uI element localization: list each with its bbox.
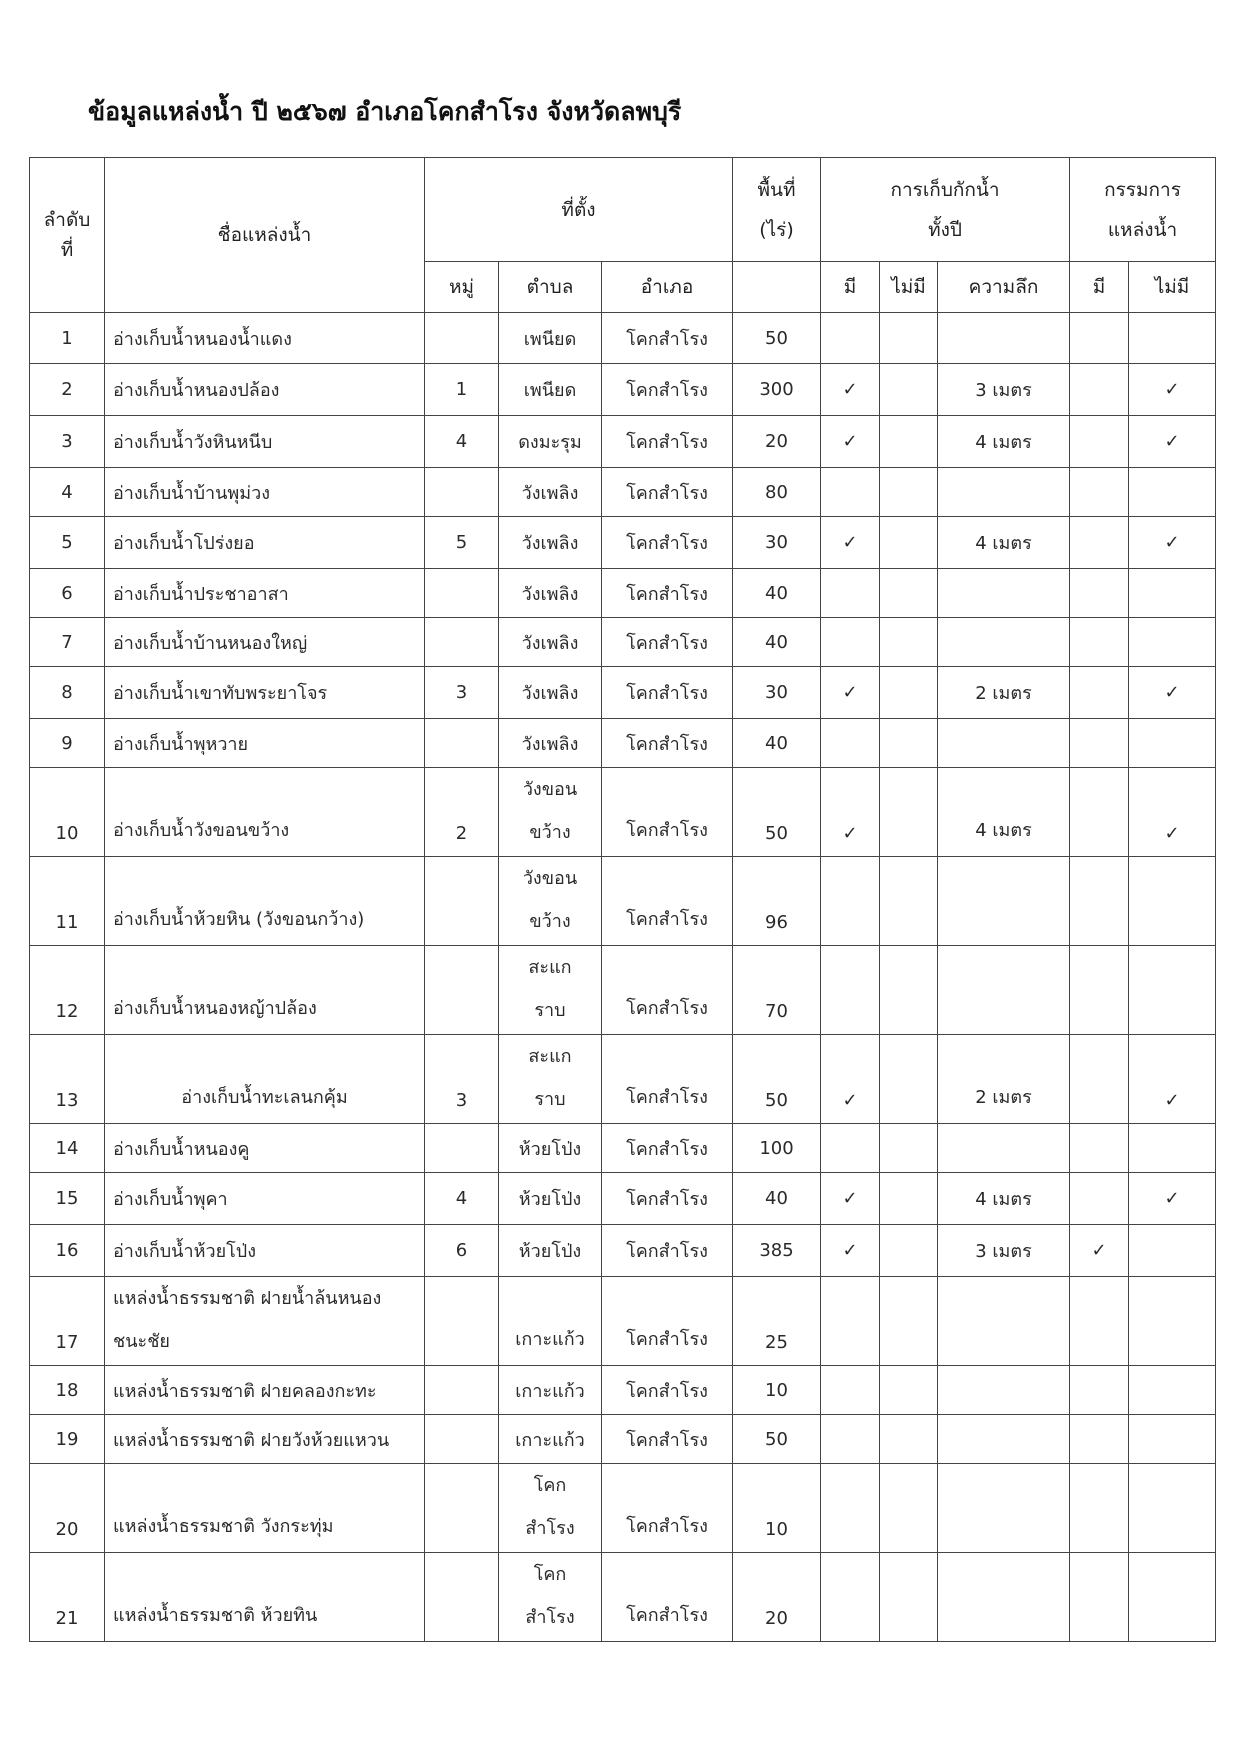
- cell-no: 11: [30, 857, 105, 946]
- cell-name: อ่างเก็บน้ำบ้านพุม่วง: [105, 468, 425, 517]
- cell-committee-has: [1070, 364, 1129, 416]
- table-row: [30, 667, 1216, 719]
- header-depth: ความลึก: [938, 262, 1070, 313]
- table-row: [30, 946, 1216, 1035]
- table-row: [30, 1553, 1216, 1642]
- check-icon: ✓: [821, 517, 880, 569]
- cell-no: 7: [30, 618, 105, 667]
- cell-depth: [938, 468, 1070, 517]
- cell-name: อ่างเก็บน้ำบ้านหนองใหญ่: [105, 618, 425, 667]
- cell-amphoe: โคกสำโรง: [602, 313, 733, 364]
- cell-name: อ่างเก็บน้ำห้วยหิน (วังขอนกว้าง): [105, 857, 425, 946]
- cell-amphoe: โคกสำโรง: [602, 618, 733, 667]
- cell-moo: [425, 1366, 499, 1415]
- cell-depth: 3 เมตร: [938, 364, 1070, 416]
- cell-storage-has-not: [880, 719, 938, 768]
- cell-tambon: เพนียด: [499, 313, 602, 364]
- cell-depth: [938, 1277, 1070, 1366]
- cell-storage-has-not: [880, 1464, 938, 1553]
- cell-area: 10: [733, 1366, 821, 1415]
- cell-storage-has: [821, 468, 880, 517]
- table-row: [30, 618, 1216, 667]
- cell-area: 40: [733, 569, 821, 618]
- cell-committee-has: [1070, 1173, 1129, 1225]
- cell-storage-has-not: [880, 364, 938, 416]
- cell-no: 15: [30, 1173, 105, 1225]
- cell-depth: [938, 313, 1070, 364]
- header-no: ลำดับ ที่: [30, 158, 105, 313]
- cell-no: 8: [30, 667, 105, 719]
- cell-no: 16: [30, 1225, 105, 1277]
- cell-amphoe: โคกสำโรง: [602, 468, 733, 517]
- cell-name: แหล่งน้ำธรรมชาติ ฝายวังห้วยแหวน: [105, 1415, 425, 1464]
- table-row: [30, 416, 1216, 468]
- cell-depth: 4 เมตร: [938, 768, 1070, 857]
- cell-tambon: โคก สำโรง: [499, 1464, 602, 1553]
- cell-tambon: เกาะแก้ว: [499, 1277, 602, 1366]
- cell-tambon: สะแก ราบ: [499, 946, 602, 1035]
- cell-moo: [425, 1124, 499, 1173]
- cell-committee-has-not: [1129, 1225, 1216, 1277]
- cell-storage-has: [821, 569, 880, 618]
- cell-depth: [938, 1366, 1070, 1415]
- cell-area: 20: [733, 416, 821, 468]
- cell-amphoe: โคกสำโรง: [602, 1366, 733, 1415]
- check-icon: ✓: [1129, 364, 1216, 416]
- cell-area: 40: [733, 1173, 821, 1225]
- table-row: [30, 1173, 1216, 1225]
- cell-amphoe: โคกสำโรง: [602, 719, 733, 768]
- cell-depth: [938, 1415, 1070, 1464]
- cell-name: อ่างเก็บน้ำหนองหญ้าปล้อง: [105, 946, 425, 1035]
- cell-tambon: เกาะแก้ว: [499, 1366, 602, 1415]
- cell-name: อ่างเก็บน้ำวังหินหนีบ: [105, 416, 425, 468]
- cell-no: 12: [30, 946, 105, 1035]
- cell-moo: 2: [425, 768, 499, 857]
- header-has-not: ไม่มี: [880, 262, 938, 313]
- cell-name: อ่างเก็บน้ำพุหวาย: [105, 719, 425, 768]
- header-moo: หมู่: [425, 262, 499, 313]
- table-row: [30, 1464, 1216, 1553]
- cell-tambon: สะแก ราบ: [499, 1035, 602, 1124]
- header-name: ชื่อแหล่งน้ำ: [105, 158, 425, 313]
- cell-committee-has: [1070, 1464, 1129, 1553]
- header-has: มี: [821, 262, 880, 313]
- cell-committee-has: [1070, 468, 1129, 517]
- cell-committee-has-not: [1129, 1415, 1216, 1464]
- cell-amphoe: โคกสำโรง: [602, 1124, 733, 1173]
- cell-amphoe: โคกสำโรง: [602, 667, 733, 719]
- cell-no: 13: [30, 1035, 105, 1124]
- cell-committee-has: [1070, 618, 1129, 667]
- cell-amphoe: โคกสำโรง: [602, 1173, 733, 1225]
- cell-storage-has-not: [880, 517, 938, 569]
- check-icon: ✓: [1129, 768, 1216, 857]
- cell-tambon: วังขอน ขว้าง: [499, 768, 602, 857]
- cell-moo: [425, 313, 499, 364]
- cell-storage-has-not: [880, 667, 938, 719]
- cell-name: อ่างเก็บน้ำเขาทับพระยาโจร: [105, 667, 425, 719]
- cell-area: 300: [733, 364, 821, 416]
- page-title: ข้อมูลแหล่งน้ำ ปี ๒๕๖๗ อำเภอโคกสำโรง จังหวัดลพบุรี: [88, 97, 682, 126]
- check-icon: ✓: [1070, 1225, 1129, 1277]
- cell-amphoe: โคกสำโรง: [602, 517, 733, 569]
- cell-area: 385: [733, 1225, 821, 1277]
- header-location: ที่ตั้ง: [425, 158, 733, 262]
- cell-committee-has: [1070, 313, 1129, 364]
- cell-moo: [425, 857, 499, 946]
- cell-area: 25: [733, 1277, 821, 1366]
- cell-name: แหล่งน้ำธรรมชาติ ฝายน้ำล้นหนอง ชนะชัย: [105, 1277, 425, 1366]
- cell-area: 40: [733, 618, 821, 667]
- cell-name: อ่างเก็บน้ำโปร่งยอ: [105, 517, 425, 569]
- cell-storage-has-not: [880, 1553, 938, 1642]
- cell-tambon: โคก สำโรง: [499, 1553, 602, 1642]
- header-area-blank: [733, 262, 821, 313]
- cell-committee-has-not: [1129, 719, 1216, 768]
- cell-moo: [425, 1277, 499, 1366]
- cell-storage-has: [821, 946, 880, 1035]
- cell-storage-has: [821, 618, 880, 667]
- cell-committee-has: [1070, 768, 1129, 857]
- header-storage: การเก็บกักน้ำ ทั้งปี: [821, 158, 1070, 262]
- cell-no: 2: [30, 364, 105, 416]
- cell-storage-has-not: [880, 857, 938, 946]
- table-row: [30, 857, 1216, 946]
- cell-depth: [938, 719, 1070, 768]
- cell-storage-has: [821, 857, 880, 946]
- check-icon: ✓: [1129, 1173, 1216, 1225]
- cell-area: 30: [733, 517, 821, 569]
- cell-committee-has-not: [1129, 1277, 1216, 1366]
- table-row: [30, 719, 1216, 768]
- cell-no: 5: [30, 517, 105, 569]
- cell-tambon: เกาะแก้ว: [499, 1415, 602, 1464]
- cell-committee-has: [1070, 1277, 1129, 1366]
- cell-tambon: วังเพลิง: [499, 618, 602, 667]
- cell-depth: 2 เมตร: [938, 667, 1070, 719]
- cell-tambon: วังเพลิง: [499, 517, 602, 569]
- check-icon: ✓: [1129, 416, 1216, 468]
- cell-storage-has: [821, 313, 880, 364]
- cell-tambon: วังเพลิง: [499, 569, 602, 618]
- cell-storage-has-not: [880, 618, 938, 667]
- cell-committee-has: [1070, 569, 1129, 618]
- check-icon: ✓: [821, 1225, 880, 1277]
- cell-no: 18: [30, 1366, 105, 1415]
- cell-depth: [938, 1553, 1070, 1642]
- cell-name: อ่างเก็บน้ำห้วยโป่ง: [105, 1225, 425, 1277]
- cell-no: 14: [30, 1124, 105, 1173]
- check-icon: ✓: [821, 1173, 880, 1225]
- cell-committee-has: [1070, 1035, 1129, 1124]
- cell-tambon: เพนียด: [499, 364, 602, 416]
- cell-no: 17: [30, 1277, 105, 1366]
- cell-depth: 3 เมตร: [938, 1225, 1070, 1277]
- table-row: [30, 1415, 1216, 1464]
- cell-storage-has: [821, 1553, 880, 1642]
- cell-depth: [938, 857, 1070, 946]
- cell-tambon: ดงมะรุม: [499, 416, 602, 468]
- cell-tambon: วังเพลิง: [499, 667, 602, 719]
- cell-amphoe: โคกสำโรง: [602, 569, 733, 618]
- cell-amphoe: โคกสำโรง: [602, 1464, 733, 1553]
- cell-name: อ่างเก็บน้ำหนองน้ำแดง: [105, 313, 425, 364]
- cell-committee-has: [1070, 1553, 1129, 1642]
- cell-storage-has-not: [880, 1124, 938, 1173]
- cell-committee-has-not: [1129, 468, 1216, 517]
- cell-moo: [425, 618, 499, 667]
- cell-no: 9: [30, 719, 105, 768]
- cell-amphoe: โคกสำโรง: [602, 768, 733, 857]
- cell-no: 20: [30, 1464, 105, 1553]
- cell-committee-has-not: [1129, 857, 1216, 946]
- cell-area: 100: [733, 1124, 821, 1173]
- cell-area: 40: [733, 719, 821, 768]
- cell-tambon: วังเพลิง: [499, 468, 602, 517]
- cell-storage-has-not: [880, 1225, 938, 1277]
- cell-committee-has-not: [1129, 313, 1216, 364]
- cell-depth: [938, 946, 1070, 1035]
- cell-moo: 5: [425, 517, 499, 569]
- check-icon: ✓: [1129, 1035, 1216, 1124]
- cell-amphoe: โคกสำโรง: [602, 946, 733, 1035]
- cell-depth: 4 เมตร: [938, 416, 1070, 468]
- table-row: [30, 1035, 1216, 1124]
- cell-amphoe: โคกสำโรง: [602, 1277, 733, 1366]
- cell-storage-has: [821, 1124, 880, 1173]
- cell-moo: [425, 719, 499, 768]
- cell-moo: [425, 569, 499, 618]
- cell-storage-has-not: [880, 313, 938, 364]
- water-sources-table: [29, 157, 1216, 1642]
- cell-amphoe: โคกสำโรง: [602, 857, 733, 946]
- cell-storage-has: [821, 1277, 880, 1366]
- cell-no: 10: [30, 768, 105, 857]
- cell-storage-has: [821, 719, 880, 768]
- cell-depth: [938, 1464, 1070, 1553]
- table-row: [30, 1124, 1216, 1173]
- table-row: [30, 313, 1216, 364]
- cell-moo: [425, 1464, 499, 1553]
- cell-storage-has-not: [880, 1173, 938, 1225]
- check-icon: ✓: [1129, 667, 1216, 719]
- cell-storage-has-not: [880, 1415, 938, 1464]
- table-row: [30, 1277, 1216, 1366]
- cell-committee-has: [1070, 719, 1129, 768]
- table-row: [30, 468, 1216, 517]
- cell-moo: [425, 468, 499, 517]
- table-row: [30, 1225, 1216, 1277]
- cell-tambon: ห้วยโป่ง: [499, 1173, 602, 1225]
- cell-storage-has-not: [880, 768, 938, 857]
- cell-committee-has: [1070, 946, 1129, 1035]
- cell-storage-has-not: [880, 1366, 938, 1415]
- cell-name: อ่างเก็บน้ำประชาอาสา: [105, 569, 425, 618]
- table-row: [30, 1366, 1216, 1415]
- cell-area: 96: [733, 857, 821, 946]
- table-body: [30, 313, 1216, 1642]
- cell-storage-has-not: [880, 569, 938, 618]
- table-row: [30, 517, 1216, 569]
- cell-committee-has: [1070, 667, 1129, 719]
- cell-name: แหล่งน้ำธรรมชาติ ห้วยทิน: [105, 1553, 425, 1642]
- cell-area: 80: [733, 468, 821, 517]
- header-committee: กรรมการ แหล่งน้ำ: [1070, 158, 1216, 262]
- cell-name: แหล่งน้ำธรรมชาติ ฝายคลองกะทะ: [105, 1366, 425, 1415]
- cell-no: 6: [30, 569, 105, 618]
- cell-storage-has-not: [880, 416, 938, 468]
- check-icon: ✓: [821, 1035, 880, 1124]
- cell-name: อ่างเก็บน้ำพุคา: [105, 1173, 425, 1225]
- cell-area: 50: [733, 1415, 821, 1464]
- check-icon: ✓: [1129, 517, 1216, 569]
- cell-moo: [425, 1553, 499, 1642]
- cell-depth: [938, 1124, 1070, 1173]
- cell-name: อ่างเก็บน้ำหนองคู: [105, 1124, 425, 1173]
- cell-storage-has: [821, 1366, 880, 1415]
- cell-depth: [938, 618, 1070, 667]
- check-icon: ✓: [821, 667, 880, 719]
- cell-storage-has-not: [880, 1277, 938, 1366]
- cell-committee-has-not: [1129, 1124, 1216, 1173]
- cell-amphoe: โคกสำโรง: [602, 1035, 733, 1124]
- cell-committee-has: [1070, 1366, 1129, 1415]
- cell-moo: 4: [425, 416, 499, 468]
- cell-committee-has-not: [1129, 618, 1216, 667]
- cell-moo: 3: [425, 667, 499, 719]
- cell-committee-has-not: [1129, 1366, 1216, 1415]
- cell-tambon: วังเพลิง: [499, 719, 602, 768]
- table-row: [30, 569, 1216, 618]
- cell-amphoe: โคกสำโรง: [602, 416, 733, 468]
- cell-name: อ่างเก็บน้ำหนองปล้อง: [105, 364, 425, 416]
- cell-depth: 2 เมตร: [938, 1035, 1070, 1124]
- cell-name: แหล่งน้ำธรรมชาติ วังกระทุ่ม: [105, 1464, 425, 1553]
- cell-tambon: วังขอน ขว้าง: [499, 857, 602, 946]
- cell-area: 30: [733, 667, 821, 719]
- cell-committee-has-not: [1129, 1553, 1216, 1642]
- cell-moo: [425, 1415, 499, 1464]
- cell-amphoe: โคกสำโรง: [602, 1415, 733, 1464]
- cell-committee-has-not: [1129, 946, 1216, 1035]
- cell-storage-has-not: [880, 946, 938, 1035]
- cell-area: 50: [733, 313, 821, 364]
- cell-no: 3: [30, 416, 105, 468]
- cell-storage-has-not: [880, 468, 938, 517]
- cell-no: 4: [30, 468, 105, 517]
- header-committee-has: มี: [1070, 262, 1129, 313]
- cell-moo: 3: [425, 1035, 499, 1124]
- cell-no: 1: [30, 313, 105, 364]
- cell-no: 21: [30, 1553, 105, 1642]
- cell-no: 19: [30, 1415, 105, 1464]
- cell-committee-has-not: [1129, 569, 1216, 618]
- table-header: [30, 158, 1216, 313]
- cell-moo: 6: [425, 1225, 499, 1277]
- check-icon: ✓: [821, 364, 880, 416]
- cell-name: อ่างเก็บน้ำวังขอนขว้าง: [105, 768, 425, 857]
- cell-storage-has-not: [880, 1035, 938, 1124]
- table-row: [30, 364, 1216, 416]
- cell-committee-has: [1070, 1124, 1129, 1173]
- cell-storage-has: [821, 1415, 880, 1464]
- cell-depth: [938, 569, 1070, 618]
- cell-area: 20: [733, 1553, 821, 1642]
- check-icon: ✓: [821, 416, 880, 468]
- cell-moo: 1: [425, 364, 499, 416]
- cell-tambon: ห้วยโป่ง: [499, 1225, 602, 1277]
- cell-committee-has: [1070, 416, 1129, 468]
- cell-name: อ่างเก็บน้ำทะเลนกคุ้ม: [105, 1035, 425, 1124]
- cell-depth: 4 เมตร: [938, 1173, 1070, 1225]
- cell-committee-has: [1070, 1415, 1129, 1464]
- cell-amphoe: โคกสำโรง: [602, 1225, 733, 1277]
- table-row: [30, 768, 1216, 857]
- header-area: พื้นที่ (ไร่): [733, 158, 821, 262]
- cell-moo: [425, 946, 499, 1035]
- check-icon: ✓: [821, 768, 880, 857]
- cell-tambon: ห้วยโป่ง: [499, 1124, 602, 1173]
- cell-area: 10: [733, 1464, 821, 1553]
- cell-moo: 4: [425, 1173, 499, 1225]
- cell-area: 50: [733, 1035, 821, 1124]
- header-committee-has-not: ไม่มี: [1129, 262, 1216, 313]
- cell-depth: 4 เมตร: [938, 517, 1070, 569]
- cell-storage-has: [821, 1464, 880, 1553]
- cell-committee-has: [1070, 857, 1129, 946]
- header-tambon: ตำบล: [499, 262, 602, 313]
- cell-area: 50: [733, 768, 821, 857]
- cell-committee-has-not: [1129, 1464, 1216, 1553]
- cell-amphoe: โคกสำโรง: [602, 1553, 733, 1642]
- header-amphoe: อำเภอ: [602, 262, 733, 313]
- cell-amphoe: โคกสำโรง: [602, 364, 733, 416]
- cell-area: 70: [733, 946, 821, 1035]
- cell-committee-has: [1070, 517, 1129, 569]
